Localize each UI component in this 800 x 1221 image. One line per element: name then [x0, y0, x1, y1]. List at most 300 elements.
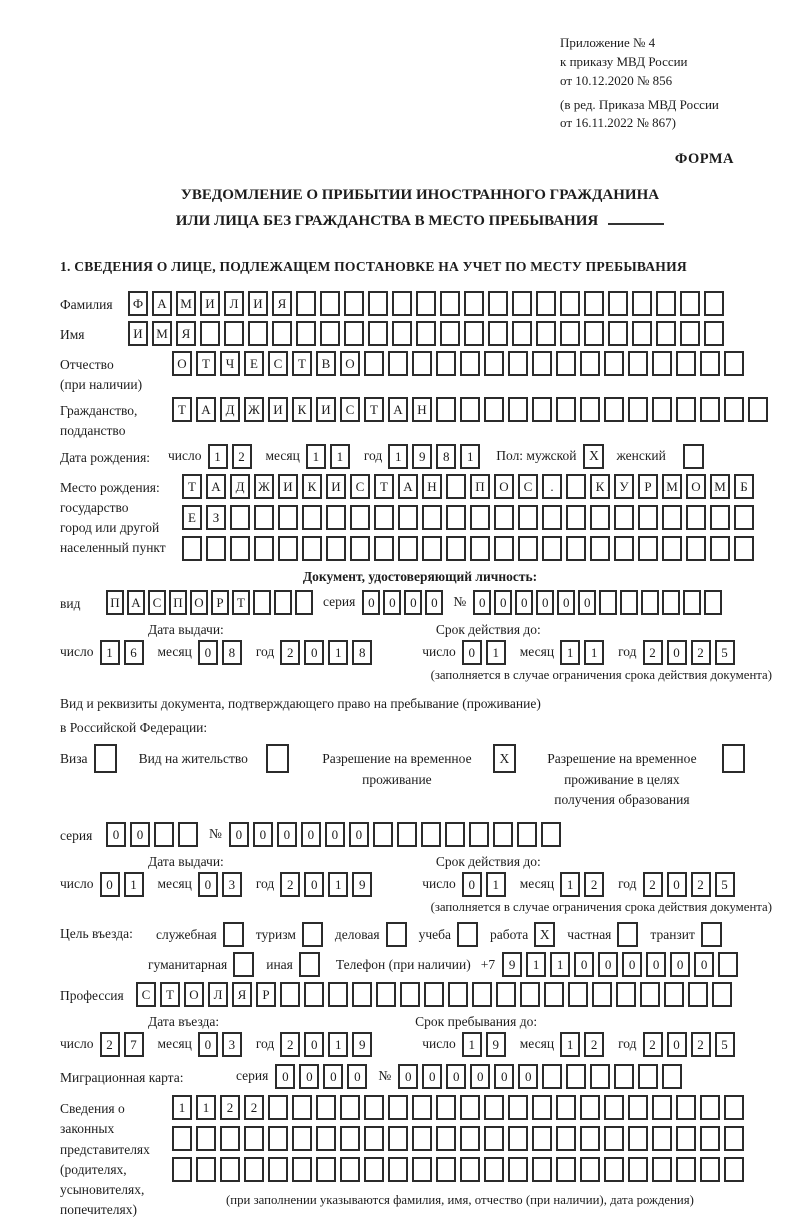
- char-box[interactable]: [734, 505, 754, 530]
- char-box[interactable]: [560, 291, 580, 316]
- char-box[interactable]: И: [278, 474, 298, 499]
- char-box[interactable]: [508, 1157, 528, 1182]
- char-box[interactable]: [686, 505, 706, 530]
- char-box[interactable]: Т: [364, 397, 384, 422]
- char-box[interactable]: Я: [176, 321, 196, 346]
- char-box[interactable]: А: [127, 590, 145, 615]
- char-box[interactable]: [614, 1064, 634, 1089]
- char-box[interactable]: [599, 590, 617, 615]
- char-box[interactable]: [412, 1126, 432, 1151]
- char-box[interactable]: 3: [222, 872, 242, 897]
- char-box[interactable]: [566, 505, 586, 530]
- char-box[interactable]: [680, 321, 700, 346]
- char-box[interactable]: [446, 536, 466, 561]
- char-box[interactable]: 1: [100, 640, 120, 665]
- char-box[interactable]: [556, 1095, 576, 1120]
- char-box[interactable]: .: [542, 474, 562, 499]
- char-box[interactable]: С: [518, 474, 538, 499]
- char-box[interactable]: 0: [494, 590, 512, 615]
- char-box[interactable]: О: [686, 474, 706, 499]
- char-box[interactable]: [604, 397, 624, 422]
- char-box[interactable]: [488, 291, 508, 316]
- char-box[interactable]: 0: [667, 640, 687, 665]
- char-box[interactable]: 5: [715, 872, 735, 897]
- char-box[interactable]: [320, 291, 340, 316]
- char-box[interactable]: 0: [470, 1064, 490, 1089]
- char-box[interactable]: 0: [304, 1032, 324, 1057]
- char-box[interactable]: [656, 291, 676, 316]
- char-box[interactable]: 0: [622, 952, 642, 977]
- char-box[interactable]: [364, 1126, 384, 1151]
- char-box[interactable]: [436, 397, 456, 422]
- char-box[interactable]: 8: [222, 640, 242, 665]
- char-box[interactable]: [326, 505, 346, 530]
- char-box[interactable]: [350, 536, 370, 561]
- char-box[interactable]: И: [316, 397, 336, 422]
- char-box[interactable]: [584, 321, 604, 346]
- option-temp-residence-education-checkbox[interactable]: [722, 744, 745, 773]
- char-box[interactable]: [230, 505, 250, 530]
- char-box[interactable]: [292, 1126, 312, 1151]
- char-box[interactable]: [556, 397, 576, 422]
- char-box[interactable]: 0: [323, 1064, 343, 1089]
- char-box[interactable]: [532, 351, 552, 376]
- char-box[interactable]: [496, 982, 516, 1007]
- char-box[interactable]: 3: [222, 1032, 242, 1057]
- char-box[interactable]: [254, 536, 274, 561]
- char-box[interactable]: [494, 505, 514, 530]
- char-box[interactable]: [700, 1157, 720, 1182]
- char-box[interactable]: [710, 505, 730, 530]
- char-box[interactable]: [628, 1157, 648, 1182]
- char-box[interactable]: 0: [515, 590, 533, 615]
- char-box[interactable]: [662, 590, 680, 615]
- char-box[interactable]: 7: [124, 1032, 144, 1057]
- char-box[interactable]: И: [326, 474, 346, 499]
- char-box[interactable]: [388, 1126, 408, 1151]
- char-box[interactable]: 1: [388, 444, 408, 469]
- char-box[interactable]: [734, 536, 754, 561]
- char-box[interactable]: 2: [280, 640, 300, 665]
- char-box[interactable]: [416, 321, 436, 346]
- option-residence-permit-checkbox[interactable]: [266, 744, 289, 773]
- char-box[interactable]: [182, 536, 202, 561]
- char-box[interactable]: И: [248, 291, 268, 316]
- char-box[interactable]: [400, 982, 420, 1007]
- char-box[interactable]: О: [494, 474, 514, 499]
- char-box[interactable]: [373, 822, 393, 847]
- char-box[interactable]: [376, 982, 396, 1007]
- char-box[interactable]: 0: [646, 952, 666, 977]
- char-box[interactable]: [662, 505, 682, 530]
- char-box[interactable]: М: [662, 474, 682, 499]
- char-box[interactable]: [712, 982, 732, 1007]
- char-box[interactable]: [652, 351, 672, 376]
- char-box[interactable]: [700, 397, 720, 422]
- char-box[interactable]: [416, 291, 436, 316]
- char-box[interactable]: [364, 351, 384, 376]
- char-box[interactable]: [662, 1064, 682, 1089]
- char-box[interactable]: [368, 291, 388, 316]
- char-box[interactable]: [274, 590, 292, 615]
- char-box[interactable]: О: [340, 351, 360, 376]
- char-box[interactable]: 1: [172, 1095, 192, 1120]
- char-box[interactable]: [632, 291, 652, 316]
- char-box[interactable]: [652, 1157, 672, 1182]
- char-box[interactable]: 2: [100, 1032, 120, 1057]
- char-box[interactable]: [484, 1157, 504, 1182]
- char-box[interactable]: [641, 590, 659, 615]
- char-box[interactable]: 1: [526, 952, 546, 977]
- char-box[interactable]: 1: [328, 640, 348, 665]
- char-box[interactable]: [268, 1157, 288, 1182]
- char-box[interactable]: [638, 505, 658, 530]
- char-box[interactable]: [580, 1126, 600, 1151]
- char-box[interactable]: 0: [425, 590, 443, 615]
- char-box[interactable]: [556, 1157, 576, 1182]
- char-box[interactable]: [517, 822, 537, 847]
- char-box[interactable]: 2: [584, 1032, 604, 1057]
- char-box[interactable]: [704, 291, 724, 316]
- char-box[interactable]: 8: [352, 640, 372, 665]
- char-box[interactable]: Р: [256, 982, 276, 1007]
- char-box[interactable]: [680, 291, 700, 316]
- char-box[interactable]: [580, 351, 600, 376]
- char-box[interactable]: К: [292, 397, 312, 422]
- char-box[interactable]: [592, 982, 612, 1007]
- char-box[interactable]: 0: [299, 1064, 319, 1089]
- char-box[interactable]: [424, 982, 444, 1007]
- char-box[interactable]: [620, 590, 638, 615]
- char-box[interactable]: [464, 321, 484, 346]
- char-box[interactable]: [604, 351, 624, 376]
- char-box[interactable]: 9: [352, 1032, 372, 1057]
- char-box[interactable]: [436, 1126, 456, 1151]
- char-box[interactable]: С: [136, 982, 156, 1007]
- char-box[interactable]: [616, 982, 636, 1007]
- char-box[interactable]: 0: [422, 1064, 442, 1089]
- char-box[interactable]: М: [176, 291, 196, 316]
- char-box[interactable]: [542, 536, 562, 561]
- char-box[interactable]: [268, 1126, 288, 1151]
- char-box[interactable]: З: [206, 505, 226, 530]
- char-box[interactable]: [388, 1095, 408, 1120]
- char-box[interactable]: К: [302, 474, 322, 499]
- char-box[interactable]: [172, 1157, 192, 1182]
- char-box[interactable]: [566, 1064, 586, 1089]
- char-box[interactable]: 0: [198, 640, 218, 665]
- char-box[interactable]: 0: [462, 872, 482, 897]
- char-box[interactable]: [542, 1064, 562, 1089]
- option-checkbox[interactable]: [299, 952, 320, 977]
- char-box[interactable]: [178, 822, 198, 847]
- char-box[interactable]: [604, 1126, 624, 1151]
- char-box[interactable]: [518, 505, 538, 530]
- char-box[interactable]: Б: [734, 474, 754, 499]
- char-box[interactable]: [440, 321, 460, 346]
- char-box[interactable]: Н: [422, 474, 442, 499]
- char-box[interactable]: [590, 536, 610, 561]
- char-box[interactable]: [544, 982, 564, 1007]
- char-box[interactable]: 0: [518, 1064, 538, 1089]
- char-box[interactable]: [374, 505, 394, 530]
- char-box[interactable]: [508, 351, 528, 376]
- char-box[interactable]: [724, 351, 744, 376]
- char-box[interactable]: [724, 1126, 744, 1151]
- char-box[interactable]: 0: [301, 822, 321, 847]
- char-box[interactable]: М: [710, 474, 730, 499]
- char-box[interactable]: С: [340, 397, 360, 422]
- char-box[interactable]: С: [350, 474, 370, 499]
- char-box[interactable]: 8: [436, 444, 456, 469]
- char-box[interactable]: [316, 1126, 336, 1151]
- char-box[interactable]: [326, 536, 346, 561]
- option-temp-residence-checkbox[interactable]: X: [493, 744, 516, 773]
- gender-female-checkbox[interactable]: [683, 444, 704, 469]
- char-box[interactable]: Т: [172, 397, 192, 422]
- char-box[interactable]: [608, 291, 628, 316]
- char-box[interactable]: [532, 1095, 552, 1120]
- option-checkbox[interactable]: [457, 922, 478, 947]
- char-box[interactable]: [340, 1126, 360, 1151]
- char-box[interactable]: Е: [182, 505, 202, 530]
- char-box[interactable]: [632, 321, 652, 346]
- char-box[interactable]: [248, 321, 268, 346]
- char-box[interactable]: [484, 351, 504, 376]
- option-checkbox[interactable]: [223, 922, 244, 947]
- char-box[interactable]: [686, 536, 706, 561]
- char-box[interactable]: [638, 536, 658, 561]
- char-box[interactable]: [536, 321, 556, 346]
- char-box[interactable]: [278, 536, 298, 561]
- char-box[interactable]: П: [169, 590, 187, 615]
- char-box[interactable]: [296, 291, 316, 316]
- char-box[interactable]: [412, 351, 432, 376]
- char-box[interactable]: [704, 321, 724, 346]
- char-box[interactable]: 1: [208, 444, 228, 469]
- char-box[interactable]: Е: [244, 351, 264, 376]
- char-box[interactable]: [532, 397, 552, 422]
- char-box[interactable]: Ж: [254, 474, 274, 499]
- char-box[interactable]: [724, 397, 744, 422]
- char-box[interactable]: П: [470, 474, 490, 499]
- char-box[interactable]: 1: [560, 1032, 580, 1057]
- char-box[interactable]: [664, 982, 684, 1007]
- char-box[interactable]: 0: [598, 952, 618, 977]
- char-box[interactable]: [398, 505, 418, 530]
- char-box[interactable]: [412, 1095, 432, 1120]
- char-box[interactable]: [244, 1126, 264, 1151]
- char-box[interactable]: [304, 982, 324, 1007]
- char-box[interactable]: М: [152, 321, 172, 346]
- char-box[interactable]: 0: [578, 590, 596, 615]
- char-box[interactable]: [268, 1095, 288, 1120]
- char-box[interactable]: [344, 321, 364, 346]
- char-box[interactable]: 2: [280, 1032, 300, 1057]
- char-box[interactable]: 2: [643, 872, 663, 897]
- char-box[interactable]: 2: [643, 1032, 663, 1057]
- option-visa-checkbox[interactable]: [94, 744, 117, 773]
- char-box[interactable]: [656, 321, 676, 346]
- char-box[interactable]: 1: [328, 1032, 348, 1057]
- char-box[interactable]: [536, 291, 556, 316]
- char-box[interactable]: Д: [230, 474, 250, 499]
- char-box[interactable]: [472, 982, 492, 1007]
- char-box[interactable]: [628, 1126, 648, 1151]
- char-box[interactable]: [718, 952, 738, 977]
- char-box[interactable]: 2: [280, 872, 300, 897]
- char-box[interactable]: [397, 822, 417, 847]
- char-box[interactable]: 0: [277, 822, 297, 847]
- char-box[interactable]: [220, 1157, 240, 1182]
- char-box[interactable]: [374, 536, 394, 561]
- char-box[interactable]: [200, 321, 220, 346]
- char-box[interactable]: 0: [557, 590, 575, 615]
- char-box[interactable]: 0: [536, 590, 554, 615]
- char-box[interactable]: 0: [130, 822, 150, 847]
- char-box[interactable]: [230, 536, 250, 561]
- char-box[interactable]: 1: [196, 1095, 216, 1120]
- char-box[interactable]: 0: [383, 590, 401, 615]
- char-box[interactable]: [580, 397, 600, 422]
- char-box[interactable]: [421, 822, 441, 847]
- char-box[interactable]: [344, 291, 364, 316]
- char-box[interactable]: 1: [560, 640, 580, 665]
- char-box[interactable]: [460, 351, 480, 376]
- char-box[interactable]: Р: [638, 474, 658, 499]
- char-box[interactable]: [724, 1157, 744, 1182]
- char-box[interactable]: [512, 321, 532, 346]
- char-box[interactable]: [683, 590, 701, 615]
- char-box[interactable]: [662, 536, 682, 561]
- char-box[interactable]: [512, 291, 532, 316]
- char-box[interactable]: [220, 1126, 240, 1151]
- char-box[interactable]: 9: [352, 872, 372, 897]
- char-box[interactable]: 1: [460, 444, 480, 469]
- char-box[interactable]: [590, 1064, 610, 1089]
- char-box[interactable]: [700, 351, 720, 376]
- char-box[interactable]: [364, 1157, 384, 1182]
- char-box[interactable]: [710, 536, 730, 561]
- char-box[interactable]: [388, 1157, 408, 1182]
- char-box[interactable]: 1: [306, 444, 326, 469]
- char-box[interactable]: [508, 1126, 528, 1151]
- char-box[interactable]: 1: [462, 1032, 482, 1057]
- char-box[interactable]: [748, 397, 768, 422]
- char-box[interactable]: И: [268, 397, 288, 422]
- char-box[interactable]: [469, 822, 489, 847]
- char-box[interactable]: [542, 505, 562, 530]
- char-box[interactable]: [700, 1095, 720, 1120]
- char-box[interactable]: [518, 536, 538, 561]
- char-box[interactable]: 2: [232, 444, 252, 469]
- char-box[interactable]: [568, 982, 588, 1007]
- char-box[interactable]: [302, 505, 322, 530]
- char-box[interactable]: [302, 536, 322, 561]
- char-box[interactable]: [422, 505, 442, 530]
- char-box[interactable]: 9: [502, 952, 522, 977]
- char-box[interactable]: 0: [198, 1032, 218, 1057]
- char-box[interactable]: [352, 982, 372, 1007]
- char-box[interactable]: 9: [486, 1032, 506, 1057]
- char-box[interactable]: 1: [330, 444, 350, 469]
- char-box[interactable]: 9: [412, 444, 432, 469]
- char-box[interactable]: [484, 1095, 504, 1120]
- char-box[interactable]: 0: [362, 590, 380, 615]
- char-box[interactable]: 0: [304, 640, 324, 665]
- char-box[interactable]: 0: [275, 1064, 295, 1089]
- char-box[interactable]: 0: [325, 822, 345, 847]
- char-box[interactable]: Т: [232, 590, 250, 615]
- char-box[interactable]: И: [128, 321, 148, 346]
- char-box[interactable]: [590, 505, 610, 530]
- char-box[interactable]: [340, 1095, 360, 1120]
- char-box[interactable]: [628, 351, 648, 376]
- char-box[interactable]: 2: [584, 872, 604, 897]
- char-box[interactable]: А: [388, 397, 408, 422]
- char-box[interactable]: Р: [211, 590, 229, 615]
- char-box[interactable]: [541, 822, 561, 847]
- char-box[interactable]: [272, 321, 292, 346]
- option-checkbox[interactable]: X: [534, 922, 555, 947]
- char-box[interactable]: [392, 291, 412, 316]
- char-box[interactable]: [436, 351, 456, 376]
- char-box[interactable]: 0: [100, 872, 120, 897]
- char-box[interactable]: С: [268, 351, 288, 376]
- char-box[interactable]: 0: [349, 822, 369, 847]
- char-box[interactable]: [604, 1095, 624, 1120]
- char-box[interactable]: Т: [182, 474, 202, 499]
- char-box[interactable]: [448, 982, 468, 1007]
- char-box[interactable]: [460, 1157, 480, 1182]
- char-box[interactable]: Т: [196, 351, 216, 376]
- char-box[interactable]: [638, 1064, 658, 1089]
- char-box[interactable]: [440, 291, 460, 316]
- char-box[interactable]: В: [316, 351, 336, 376]
- char-box[interactable]: [445, 822, 465, 847]
- option-checkbox[interactable]: [386, 922, 407, 947]
- char-box[interactable]: [446, 505, 466, 530]
- char-box[interactable]: [628, 397, 648, 422]
- char-box[interactable]: [196, 1126, 216, 1151]
- char-box[interactable]: 2: [691, 872, 711, 897]
- char-box[interactable]: [224, 321, 244, 346]
- char-box[interactable]: [614, 505, 634, 530]
- char-box[interactable]: [320, 321, 340, 346]
- char-box[interactable]: Я: [272, 291, 292, 316]
- option-checkbox[interactable]: [302, 922, 323, 947]
- char-box[interactable]: 0: [398, 1064, 418, 1089]
- char-box[interactable]: [292, 1095, 312, 1120]
- char-box[interactable]: [206, 536, 226, 561]
- char-box[interactable]: 1: [560, 872, 580, 897]
- option-checkbox[interactable]: [233, 952, 254, 977]
- char-box[interactable]: [640, 982, 660, 1007]
- char-box[interactable]: У: [614, 474, 634, 499]
- char-box[interactable]: [460, 1126, 480, 1151]
- char-box[interactable]: 0: [494, 1064, 514, 1089]
- char-box[interactable]: [556, 351, 576, 376]
- char-box[interactable]: И: [200, 291, 220, 316]
- char-box[interactable]: К: [590, 474, 610, 499]
- char-box[interactable]: 0: [404, 590, 422, 615]
- char-box[interactable]: [254, 505, 274, 530]
- char-box[interactable]: [470, 536, 490, 561]
- char-box[interactable]: 0: [253, 822, 273, 847]
- char-box[interactable]: [688, 982, 708, 1007]
- char-box[interactable]: [652, 1126, 672, 1151]
- char-box[interactable]: 1: [486, 640, 506, 665]
